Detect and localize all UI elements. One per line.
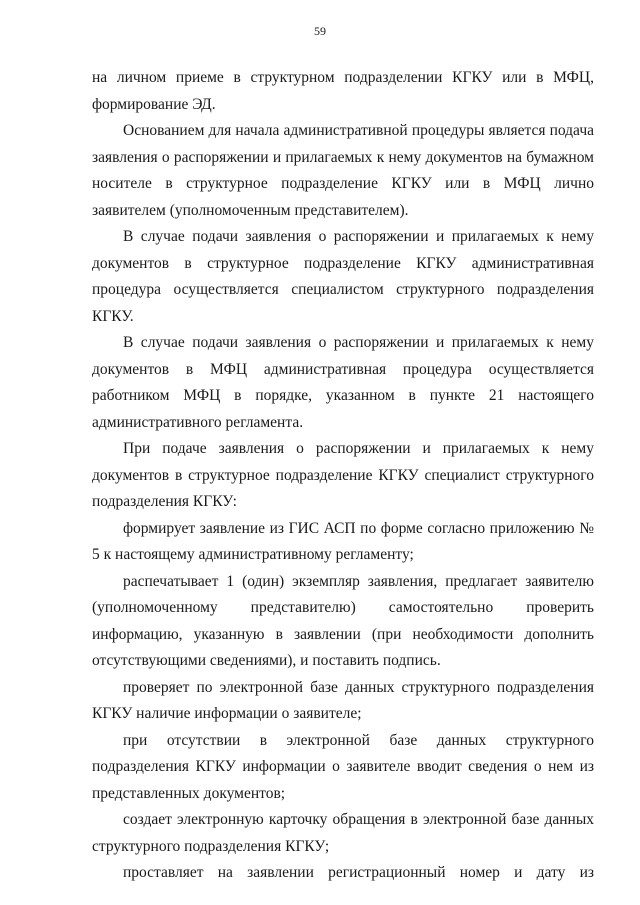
- list-item-register-number: проставляет на заявлении регистрационный номер и дату из: [123, 864, 594, 881]
- paragraph-continuation: на личном приеме в структурном подразделении КГКУ или в МФЦ, формирование ЭД.: [92, 69, 594, 113]
- paragraph-specialist-actions: При подаче заявления о распоряжении и прилагаемых к нему документов в структурное подразделение КГКУ специалист структурного подразделения КГКУ:: [92, 440, 594, 510]
- page-number: 59: [314, 24, 326, 38]
- paragraph-basis: Основанием для начала административной процедуры является подача заявления о распоряжении и прилагаемых к нему документов на бумажном носителе в структурное подразделение КГКУ или в МФЦ лично заявителем (уполномоченным представителем).: [92, 122, 594, 219]
- document-body: [92, 65, 594, 887]
- list-item-form-application: формирует заявление из ГИС АСП по форме согласно приложению № 5 к настоящему административному регламенту;: [92, 519, 594, 563]
- list-item-check-database: проверяет по электронной базе данных структурного подразделения КГКУ наличие информации о заявителе;: [92, 678, 594, 722]
- paragraph-kgku-case: В случае подачи заявления о распоряжении и прилагаемых к нему документов в структурное подразделение КГКУ административная процедура осуществляется специалистом структурного подразделения КГКУ.: [92, 228, 594, 325]
- list-item-print-application: распечатывает 1 (один) экземпляр заявления, предлагает заявителю (уполномоченному представителю) самостоятельно проверить информацию, указанную в заявлении (при необходимости дополнить отсутствующими сведениями), и поставить подпись.: [92, 572, 594, 669]
- paragraph-mfc-case: В случае подачи заявления о распоряжении и прилагаемых к нему документов в МФЦ административная процедура осуществляется работником МФЦ в порядке, указанном в пункте 21 настоящего административного регламента.: [92, 334, 594, 431]
- list-item-enter-data: при отсутствии в электронной базе данных структурного подразделения КГКУ информации о заявителе вводит сведения о нем из представленных документов;: [92, 731, 594, 802]
- list-item-create-card: создает электронную карточку обращения в электронной базе данных структурного подразделения КГКУ;: [92, 811, 594, 855]
